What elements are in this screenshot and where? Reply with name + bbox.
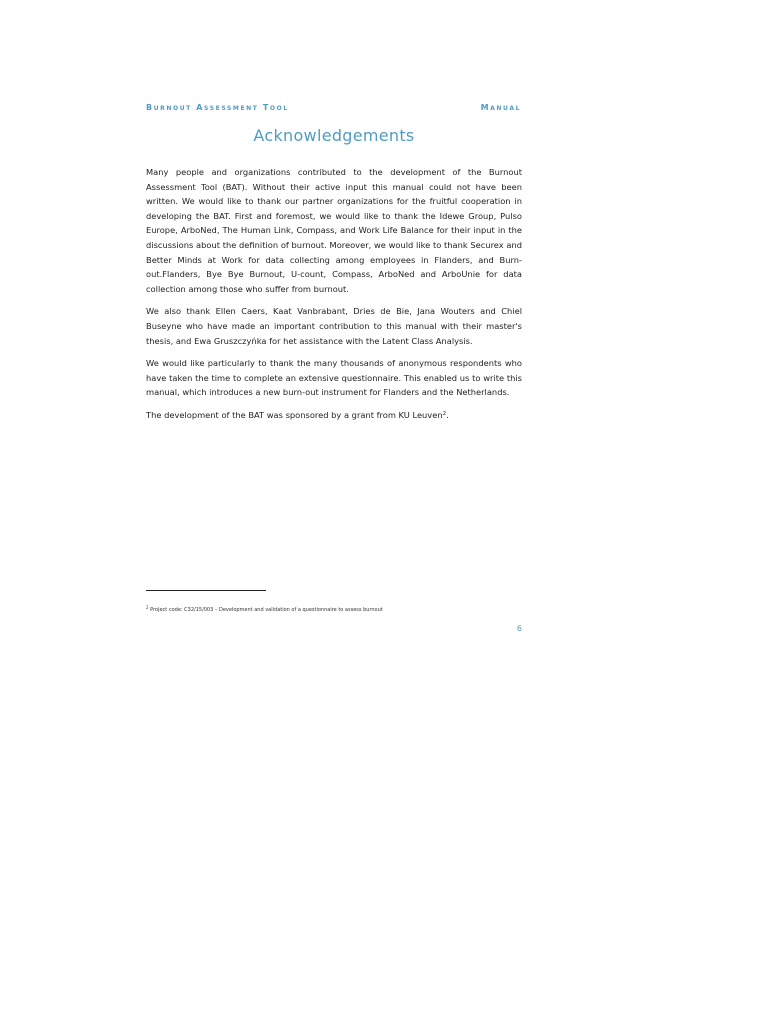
- sponsor-end: .: [446, 409, 449, 420]
- footnote-marker: 2: [146, 605, 149, 610]
- sponsor-text: The development of the BAT was sponsored by a grant from KU Leuven: [146, 409, 443, 420]
- footnote-text: Project code: C32/15/003 – Development and validation of a questionnaire to assess burnout: [148, 607, 383, 613]
- body-text: [146, 165, 522, 431]
- page-number: 6: [516, 624, 522, 633]
- paragraph-1: Many people and organizations contributed to the development of the Burnout Assessment Tool (BAT). Without their active input this manual could not have been written. We would like to thank our partner organizations for the fruitful cooperation in developing the BAT. First and foremost, we would like to thank the Idewe Group, Pulso Europe, ArboNed, The Human Link, Compass, and Work Life Balance for their input in the discussions about the definition of burnout. Moreover, we would like to thank Securex and Better Minds at Work for data collecting among employees in Flanders, and Burn-out.Flanders, Bye Bye Burnout, U-count, Compass, ArboNed and ArboUnie for data collection among those who suffer from burnout.: [146, 167, 522, 294]
- page-title: Acknowledgements: [253, 126, 415, 145]
- paragraph-2: We also thank Ellen Caers, Kaat Vanbrabant, Dries de Bie, Jana Wouters and Chiel Buseyne who have made an important contribution to this manual with their master's thesis, and Ewa Gruszczyńka for het assistance with the Latent Class Analysis.: [146, 306, 522, 346]
- footnote: [146, 606, 522, 614]
- running-header-title: Burnout Assessment Tool: [146, 103, 289, 112]
- running-header-section: Manual: [480, 103, 521, 112]
- footnote-reference[interactable]: 2: [442, 410, 447, 417]
- paragraph-sponsor: [146, 408, 522, 423]
- footnote-divider: [146, 590, 266, 591]
- paragraph-3: We would like particularly to thank the many thousands of anonymous respondents who have taken the time to complete an extensive questionnaire. This enabled us to write this manual, which introduces a new burn-out instrument for Flanders and the Netherlands.: [146, 358, 522, 398]
